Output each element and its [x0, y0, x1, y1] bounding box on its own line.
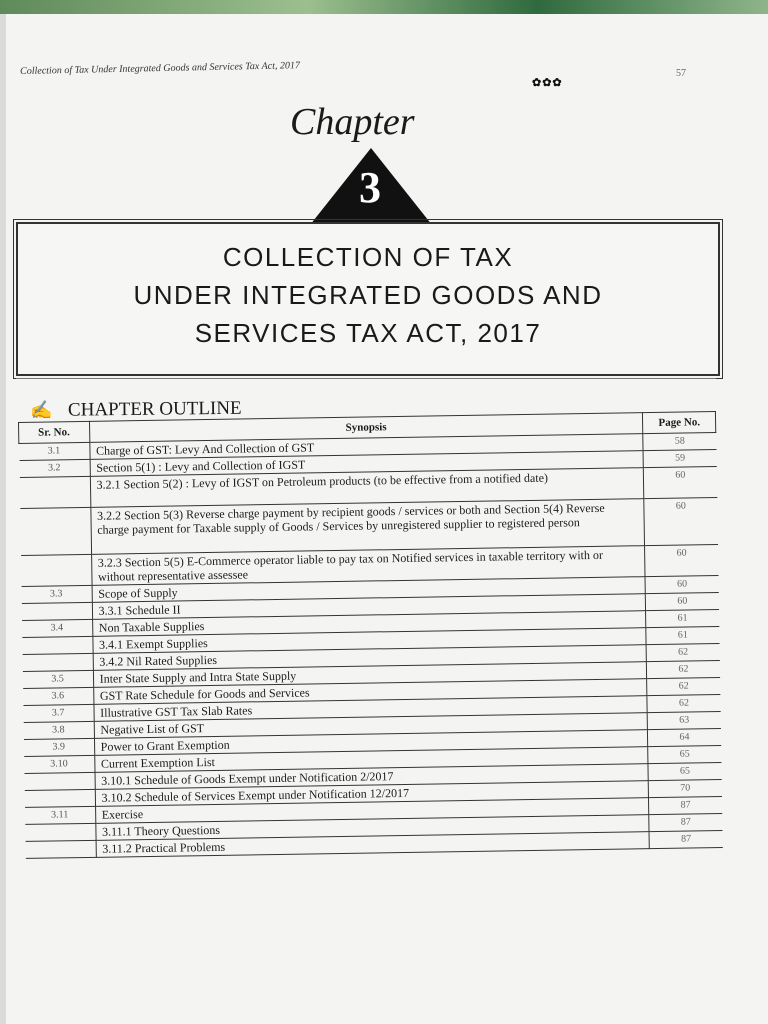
row-sr [24, 789, 95, 807]
row-sr: 3.4 [22, 619, 93, 637]
row-page: 87 [649, 796, 722, 814]
outline-table [18, 411, 725, 859]
title-line-2: UNDER INTEGRATED GOODS AND [133, 280, 603, 310]
row-sr: 3.5 [22, 670, 93, 688]
row-page: 62 [647, 695, 720, 713]
row-synopsis: Current Exemption List [94, 747, 648, 773]
row-synopsis: Non Taxable Supplies [92, 611, 646, 637]
row-page: 60 [644, 467, 717, 499]
row-synopsis: 3.2.3 Section 5(5) E-Commerce operator liable to pay tax on Notified services in taxable territory with or without representative assessee [91, 546, 645, 586]
row-page: 61 [646, 610, 719, 628]
header-page-no: Page No. [643, 412, 716, 434]
row-synopsis: Charge of GST: Levy And Collection of GST [89, 434, 643, 460]
row-sr [25, 840, 96, 858]
row-page: 64 [648, 729, 721, 747]
row-synopsis: Negative List of GST [94, 713, 648, 739]
row-sr [21, 602, 92, 620]
row-sr [19, 476, 90, 508]
title-line-1: COLLECTION OF TAX [222, 242, 514, 272]
row-synopsis: Scope of Supply [92, 577, 646, 603]
row-sr [20, 507, 91, 555]
chapter-word: Chapter [290, 101, 415, 143]
row-page: 63 [648, 712, 721, 730]
ornament: ✿✿✿ [532, 77, 563, 89]
header-sr-no: Sr. No. [19, 421, 90, 443]
row-sr [21, 554, 92, 586]
chapter-title-box [16, 222, 720, 376]
outline-heading-text: CHAPTER OUTLINE [67, 397, 242, 421]
pen-icon: ✍ [29, 399, 53, 420]
row-synopsis: 3.2.2 Section 5(3) Reverse charge payment by recipient goods / services or both and Section 5(4) Reverse charge payment for Taxable supply of Goods / Services by unregistered supplier to registered person [90, 499, 644, 555]
row-page: 70 [649, 779, 722, 797]
row-synopsis: 3.4.1 Exempt Supplies [92, 628, 646, 654]
row-page: 59 [643, 450, 716, 468]
row-sr: 3.8 [23, 721, 94, 739]
row-synopsis: Section 5(1) : Levy and Collection of IGST [90, 451, 644, 477]
row-synopsis: GST Rate Schedule for Goods and Services [93, 679, 647, 705]
row-synopsis: Power to Grant Exemption [94, 730, 648, 756]
row-page: 62 [647, 661, 720, 679]
row-page: 60 [644, 498, 717, 546]
row-synopsis: Illustrative GST Tax Slab Rates [94, 696, 648, 722]
row-page: 62 [647, 678, 720, 696]
row-sr: 3.3 [21, 585, 92, 603]
title-line-3: SERVICES TAX ACT, 2017 [194, 318, 542, 348]
row-page: 65 [648, 763, 721, 781]
header-synopsis: Synopsis [89, 413, 643, 443]
row-sr: 3.1 [19, 442, 90, 460]
row-sr: 3.10 [24, 755, 95, 773]
top-edge-strip [0, 0, 768, 14]
row-page: 61 [646, 627, 719, 645]
row-sr: 3.6 [23, 687, 94, 705]
row-page: 60 [645, 576, 718, 594]
row-sr [22, 653, 93, 671]
row-sr: 3.11 [25, 806, 96, 824]
row-sr: 3.9 [23, 738, 94, 756]
row-page: 87 [649, 813, 722, 831]
row-synopsis: Exercise [95, 798, 649, 824]
chapter-number: 3 [359, 163, 381, 212]
row-page: 65 [648, 746, 721, 764]
row-sr [25, 823, 96, 841]
row-synopsis: 3.10.1 Schedule of Goods Exempt under Notification 2/2017 [95, 764, 649, 790]
row-sr [24, 772, 95, 790]
row-page: 87 [649, 830, 722, 848]
row-synopsis: 3.11.2 Practical Problems [96, 832, 650, 858]
row-synopsis: Inter State Supply and Intra State Supply [93, 662, 647, 688]
page-number: 57 [676, 68, 686, 79]
row-sr: 3.7 [23, 704, 94, 722]
running-head: Collection of Tax Under Integrated Goods and Services Tax Act, 2017 [20, 60, 301, 77]
row-page: 60 [646, 593, 719, 611]
row-page: 58 [643, 433, 716, 451]
row-synopsis: 3.10.2 Schedule of Services Exempt under Notification 12/2017 [95, 781, 649, 807]
row-sr [22, 636, 93, 654]
row-page: 60 [645, 545, 718, 577]
row-synopsis: 3.4.2 Nil Rated Supplies [93, 645, 647, 671]
row-sr: 3.2 [19, 459, 90, 477]
row-synopsis: 3.11.1 Theory Questions [95, 815, 649, 841]
row-synopsis: 3.2.1 Section 5(2) : Levy of IGST on Petroleum products (to be effective from a notified date) [90, 468, 644, 508]
row-synopsis: 3.3.1 Schedule II [92, 594, 646, 620]
row-page: 62 [646, 644, 719, 662]
